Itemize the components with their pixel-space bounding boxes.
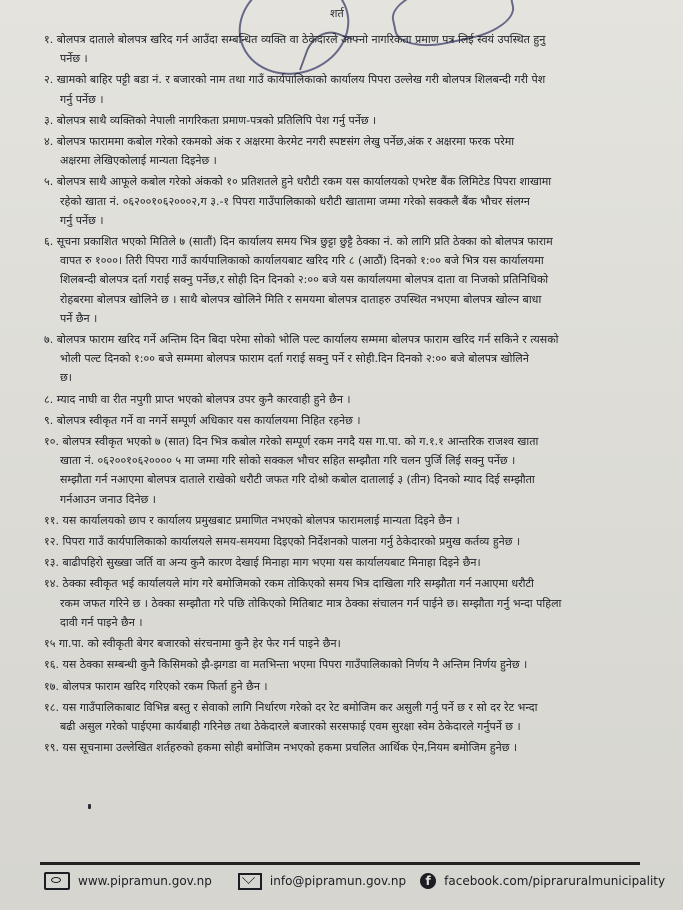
clause-number: ५.	[44, 175, 54, 189]
clause-item	[44, 511, 664, 530]
clause-item	[44, 111, 664, 130]
clause-first-line	[44, 411, 664, 430]
clause-continuation: बढी असुल गरेको पाईएमा कार्यबाही गरिनेछ तथा ठेकेदारले बजारको सरसफाई एवम सुरक्षा स्वेम ठेकेदारले गर्नुपर्ने छ ।	[60, 719, 521, 733]
clause-item	[44, 172, 664, 230]
clause-continuation: अक्षरमा लेखिएकोलाई मान्यता दिइनेछ ।	[60, 154, 217, 168]
clause-first-line	[44, 532, 664, 551]
mail-icon	[238, 873, 262, 890]
clause-item	[44, 390, 664, 409]
clause-continuation: रहेको खाता नं. ०६२००१०६२०००२,ग ३.-१ पिपरा गाउँपालिकाको धरौटी खातामा जम्मा गरेको सक्कलै बैंक भौचर संलग्न	[60, 194, 530, 208]
clause-first-line	[44, 634, 664, 653]
clause-first-line	[44, 330, 664, 349]
terms-list	[44, 30, 664, 759]
clause-item	[44, 30, 664, 68]
clause-continuation: गर्नु पर्नेछ ।	[60, 213, 104, 227]
clause-number: २.	[44, 73, 54, 87]
clause-first-line	[44, 132, 664, 151]
clause-number: १२.	[44, 535, 59, 549]
clause-first-line	[44, 677, 664, 696]
clause-first-line	[44, 232, 664, 251]
clause-text: यस सूचनामा उल्लेखित शर्तहरुको हकमा सोही बमोजिम नभएको हकमा प्रचलित आर्थिक ऐन,नियम बमोजिम हुनेछ ।	[62, 741, 518, 755]
clause-text: म्याद नाघी वा रीत नपुगी प्राप्त भएको बोलपत्र उपर कुनै कारवाही हुने छैन ।	[56, 392, 351, 406]
clause-text: यस कार्यालयको छाप र कार्यालय प्रमुखबाट प्रमाणित नभएको बोलपत्र फारामलाई मान्यता दिइने छैन ।	[62, 513, 460, 527]
clause-text: बोलपत्र फाराम खरिद गरिएको रकम फिर्ता हुने छैन ।	[62, 679, 268, 693]
clause-number: ३.	[44, 113, 54, 127]
clause-text: बोलपत्र फाराममा कबोल गरेको रकमको अंक र अक्षरमा केरमेट नगरी स्पष्टसंग लेखु पर्नेछ,अंक र अक्षरमा फरक परेमा	[56, 135, 515, 149]
clause-number: १.	[44, 33, 54, 46]
clause-continuation: शिलबन्दी बोलपत्र दर्ता गराई सक्नु पर्नेछ,र सोही दिन दिनको २:०० बजे यस कार्यालयमा बोलपत्र दाता वा निजको प्रतिनिधिको	[60, 273, 549, 287]
clause-continuation: भोली पल्ट दिनको १:०० बजे सम्ममा बोलपत्र फाराम दर्ता गराई सक्नु पर्ने र सोही.दिन दिनको २:०० बजे बोलपत्र खोलिने	[60, 352, 529, 366]
footer-website[interactable]	[44, 872, 212, 890]
clause-number: ९.	[44, 413, 54, 427]
clause-first-line	[44, 574, 664, 593]
clause-text: बाढीपहिरो सुख्खा जर्ति वा अन्य कुनै कारण देखाई मिनाहा माग भएमा यस कार्यालयबाट मिनाहा दिइने छैन।	[62, 556, 481, 570]
clause-text: खामको बाहिर पट्टी बडा नं. र बजारको नाम तथा गाउँ कार्यपालिकाको कार्यालय पिपरा उल्लेख गरी बोलपत्र शिलबन्दी गरी पेश	[56, 73, 546, 87]
clause-text: बोलपत्र स्वीकृत भएको ७ (सात) दिन भित्र कबोल गरेको सम्पूर्ण रकम नगदै यस गा.पा. को ग.१.१ आन्तरिक राजश्व खाता	[62, 435, 539, 449]
clause-first-line	[44, 553, 664, 572]
clause-text: गा.पा. को स्वीकृती बेगर बजारको संरचनामा कुनै हेर फेर गर्न पाइने छैन।	[58, 637, 341, 651]
facebook-icon: f	[420, 873, 436, 889]
clause-number: १५	[44, 637, 56, 651]
footer-email[interactable]	[238, 873, 406, 890]
clause-first-line	[44, 390, 664, 409]
clause-continuation: रोहबरमा बोलपत्र खोलिने छ । साथै बोलपत्र खोलिने मिति र समयमा बोलपत्र दाताहरु उपस्थित नभएमा बोलपत्र खोल्न बाधा	[60, 292, 542, 306]
clause-item	[44, 655, 664, 674]
clause-first-line	[44, 70, 664, 89]
clause-continuation: गर्नु पर्नेछ ।	[60, 92, 104, 106]
clause-item	[44, 698, 664, 736]
clause-number: १८.	[44, 700, 59, 714]
clause-text: बोलपत्र दाताले बोलपत्र खरिद गर्न आउँदा सम्बन्धित व्यक्ति वा ठेकेदारले आफ्नो नागरिकता प्रमाण पत्र लिई स्वयं उपस्थित हुनु	[56, 33, 546, 46]
clause-first-line	[44, 511, 664, 530]
section-heading: शर्त	[330, 7, 344, 20]
clause-number: १०.	[44, 435, 59, 449]
clause-item	[44, 411, 664, 430]
clause-continuation: खाता नं. ०६२००१०६२०००० ५ मा जम्मा गरि सोको सक्कल भौचर सहित सम्झौता गरि चलन पुर्जि लिई सक्नु पर्नेछ ।	[60, 454, 516, 468]
clause-continuation: पर्नेछ ।	[60, 52, 88, 66]
footer-facebook[interactable]	[420, 873, 665, 889]
clause-item	[44, 330, 664, 388]
footer	[44, 870, 666, 892]
clause-text: बोलपत्र फाराम खरिद गर्ने अन्तिम दिन बिदा परेमा सोको भोलि पल्ट कार्यालय सम्ममा बोलपत्र फाराम खरिद गर्न सकिने र त्यसको	[56, 333, 559, 347]
clause-item	[44, 70, 664, 108]
clause-continuation: रकम जफत गरिने छ । ठेक्का सम्झौता गरे पछि तोकिएको मितिबाट मात्र ठेक्का संचालन गर्न पाईने छ। सम्झौता गर्नु भन्दा पहिला	[60, 596, 562, 610]
clause-number: १३.	[44, 556, 59, 570]
clause-continuation: छ।	[60, 371, 72, 385]
facebook-text[interactable]: facebook.com/pipraruralmunicipality	[444, 874, 666, 888]
monitor-icon	[44, 872, 70, 890]
clause-first-line	[44, 432, 664, 451]
clause-item	[44, 634, 664, 653]
clause-continuation: पर्ने छैन ।	[60, 311, 98, 325]
clause-text: सूचना प्रकाशित भएको मितिले ७ (सातौं) दिन कार्यालय समय भित्र छुट्टा छुट्टै ठेक्का नं. को लागि प्रति ठेक्का को बोलपत्र फाराम	[56, 235, 553, 249]
ink-mark	[88, 804, 91, 809]
clause-number: १६.	[44, 658, 59, 672]
clause-number: १४.	[44, 577, 59, 591]
clause-continuation: सम्झौता गर्न नआएमा बोलपत्र दाताले राखेको धरौटी जफत गरि दोश्रो कबोल दातालाई ३ (तीन) दिनको म्याद दिई सम्झौता	[60, 473, 535, 487]
clause-text: बोलपत्र साथै आफूले कबोल गरेको अंककोे १० प्रतिशतले हुने धरौटी रकम यस कार्यालयको एभरेष्ट बैंक लिमिटेड पिपरा शाखामा	[56, 175, 552, 189]
clause-item	[44, 677, 664, 696]
clause-number: ८.	[44, 392, 54, 406]
clause-first-line	[44, 111, 664, 130]
clause-text: बोलपत्र साथै व्यक्तिको नेपाली नागरिकता प्रमाण-पत्रको प्रतिलिपि पेश गर्नु पर्नेछ ।	[56, 113, 377, 127]
clause-first-line	[44, 172, 664, 191]
clause-number: १९.	[44, 741, 59, 755]
footer-divider	[40, 862, 640, 865]
clause-continuation: गर्नआउन जनाउ दिनेछ ।	[60, 492, 156, 506]
clause-item	[44, 738, 664, 757]
clause-first-line	[44, 698, 664, 717]
clause-continuation: दावी गर्न पाइने छैन ।	[60, 615, 143, 629]
clause-first-line	[44, 655, 664, 674]
clause-item	[44, 574, 664, 632]
clause-first-line	[44, 738, 664, 757]
clause-number: १७.	[44, 679, 59, 693]
email-text[interactable]: info@pipramun.gov.np	[269, 874, 407, 888]
clause-item	[44, 132, 664, 170]
clause-text: यस ठेक्का सम्बन्धी कुनै किसिमको झै-झगडा वा मतभिन्ता भएमा पिपरा गाउँपालिकाको निर्णय नै अन्तिम निर्णय हुनेछ ।	[62, 658, 528, 672]
clause-item	[44, 432, 664, 509]
clause-item	[44, 553, 664, 572]
clause-number: ६.	[44, 235, 54, 249]
clause-item	[44, 532, 664, 551]
clause-number: ७.	[44, 333, 54, 347]
clause-number: ४.	[44, 135, 54, 149]
clause-first-line	[44, 30, 664, 49]
clause-text: ठेक्का स्वीकृत भई कार्यालयले मांग गरे बमोजिमको रकम तोकिएको समय भित्र दाखिला गरि सम्झौता गर्न नआएमा धरौटी	[62, 577, 534, 591]
clause-text: यस गाउँपालिकाबाट विभिन्न बस्तु र सेवाको लागि निर्धारण गरेको दर रेट बमोजिम कर असुली गर्नु पर्ने छ र सो दर रेट भन्दा	[62, 700, 538, 714]
website-text[interactable]: www.pipramun.gov.np	[78, 874, 212, 888]
clause-text: बोलपत्र स्वीकृत गर्ने वा नगर्ने सम्पूर्ण अधिकार यस कार्यालयमा निहित रहनेछ ।	[56, 413, 361, 427]
clause-item	[44, 232, 664, 328]
clause-text: पिपरा गाउँ कार्यपालिकाको कार्यालयले समय-समयमा दिइएको निर्देशनको पालना गर्नु ठेकेदारको प्रमुख कर्तव्य हुनेछ ।	[62, 535, 521, 549]
clause-number: ११.	[44, 513, 59, 527]
clause-continuation: वापत रु १०००। तिरी पिपरा गाउँ कार्यपालिकाको कार्यालयबाट खरिद गरि ८ (आठौं) दिनको १:०० बजे भित्र यस कार्यालयमा	[60, 254, 544, 268]
